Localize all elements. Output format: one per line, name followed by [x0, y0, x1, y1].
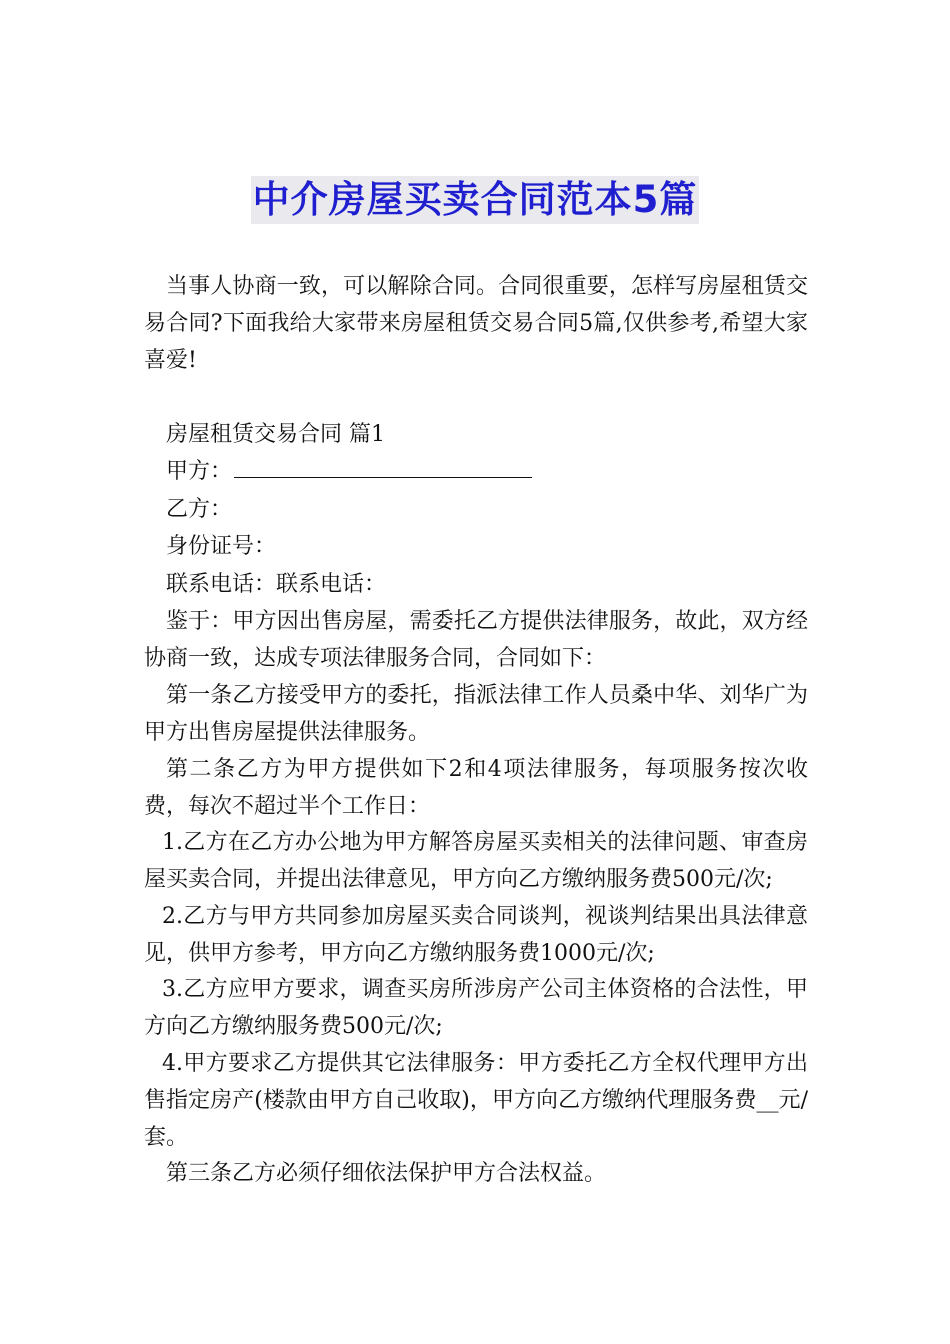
title-container: [0, 176, 950, 224]
article-1-paragraph: 第一条乙方接受甲方的委托，指派法律工作人员桑中华、刘华广为甲方出售房屋提供法律服务。: [144, 683, 808, 745]
party-a-line: [166, 453, 532, 490]
article-2-paragraph: 第二条乙方为甲方提供如下2和4项法律服务，每项服务按次收费，每次不超过半个工作日：: [144, 757, 808, 819]
phone-line: 联系电话：联系电话：: [166, 572, 387, 597]
whereas-paragraph: 鉴于：甲方因出售房屋，需委托乙方提供法律服务，故此，双方经协商一致，达成专项法律服务合同，合同如下：: [144, 609, 808, 671]
party-a-label: 甲方：: [166, 459, 233, 484]
service-item-3: 3.乙方应甲方要求，调查买房所涉房产公司主体资格的合法性，甲方向乙方缴纳服务费500元/次;: [144, 977, 808, 1039]
document-title: 中介房屋买卖合同范本5篇: [251, 176, 700, 224]
party-b-line: 乙方：: [166, 497, 233, 522]
article-3-paragraph: 第三条乙方必须仔细依法保护甲方合法权益。: [166, 1161, 607, 1186]
intro-paragraph: 当事人协商一致，可以解除合同。合同很重要，怎样写房屋租赁交易合同?下面我给大家带来房屋租赁交易合同5篇,仅供参考,希望大家喜爱!: [144, 274, 808, 373]
party-a-blank: [234, 453, 532, 478]
service-item-1: 1.乙方在乙方办公地为甲方解答房屋买卖相关的法律问题、审查房屋买卖合同，并提出法律意见，甲方向乙方缴纳服务费500元/次;: [144, 830, 808, 892]
service-item-2: 2.乙方与甲方共同参加房屋买卖合同谈判，视谈判结果出具法律意见，供甲方参考，甲方向乙方缴纳服务费1000元/次;: [144, 904, 808, 966]
id-number-line: 身份证号：: [166, 534, 277, 559]
service-item-4: 4.甲方要求乙方提供其它法律服务：甲方委托乙方全权代理甲方出售指定房产(楼款由甲方自己收取)，甲方向乙方缴纳代理服务费__元/套。: [144, 1051, 808, 1150]
section-heading: 房屋租赁交易合同 篇1: [166, 422, 385, 447]
